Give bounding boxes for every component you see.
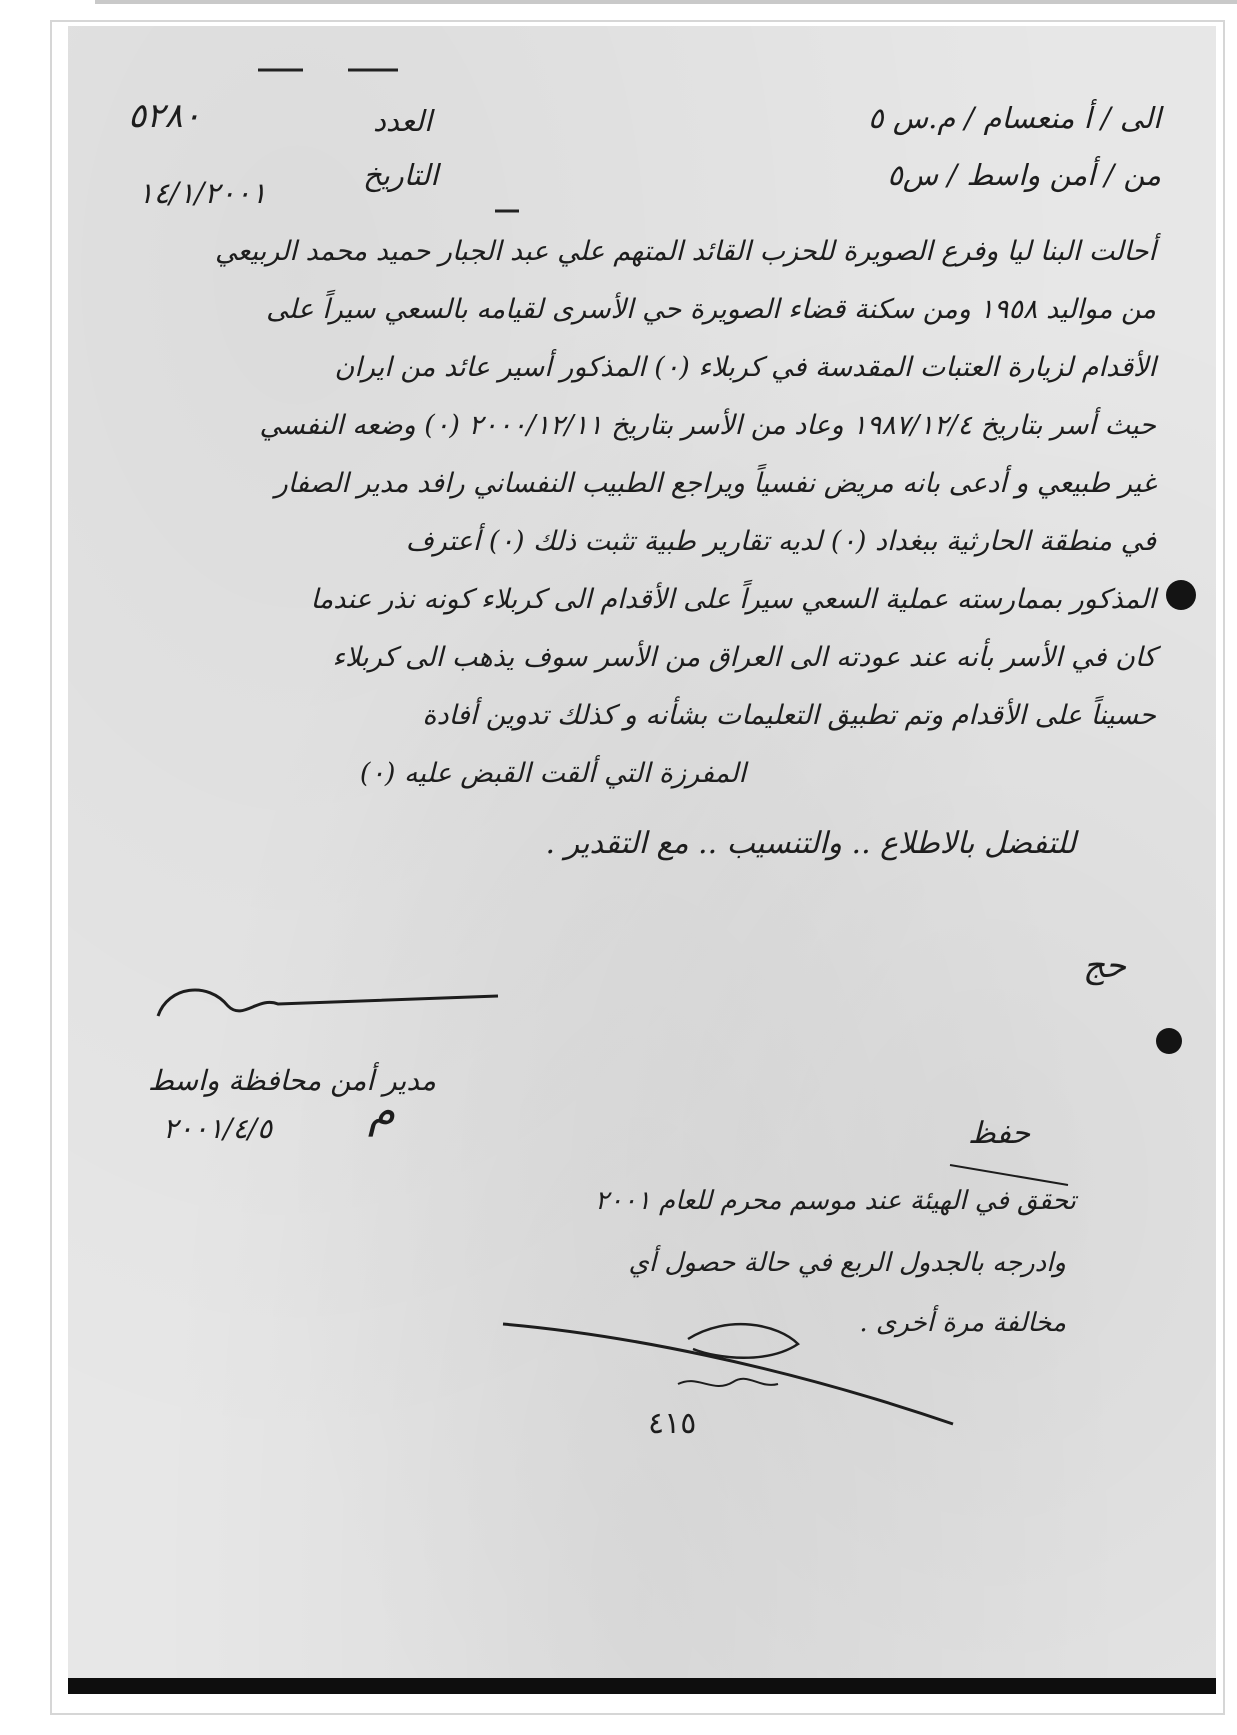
date-value: ١٤/١/٢٠٠١ xyxy=(138,176,267,210)
top-border-strip xyxy=(95,0,1237,4)
date-label: التاريخ xyxy=(363,158,439,192)
scanned-letter-page xyxy=(68,26,1216,1686)
note-line-3: مخالفة مرة أخرى . xyxy=(859,1308,1066,1338)
note-line-1: تحقق في الهيئة عند موسم محرم للعام ٢٠٠١ xyxy=(594,1186,1076,1216)
side-note: حج xyxy=(1083,946,1126,986)
body-line-2: من مواليد ١٩٥٨ ومن سكنة قضاء الصويرة حي الأسرى لقيامه بالسعي سيراً على xyxy=(266,294,1156,325)
punch-hole-lower xyxy=(1156,1028,1182,1054)
body-line-6: في منطقة الحارثية ببغداد (٠) لديه تقارير طبية تثبت ذلك (٠) أعترف xyxy=(405,526,1156,557)
left-mark: م xyxy=(368,1086,396,1137)
header-dashes xyxy=(258,60,458,80)
body-line-8: كان في الأسر بأنه عند عودته الى العراق من الأسر سوف يذهب الى كربلاء xyxy=(332,642,1156,673)
note-heading: حفظ xyxy=(968,1116,1031,1151)
paper-bottom-edge xyxy=(68,1678,1216,1694)
header-to-line: الى / أ منعسام / م.س ٥ xyxy=(867,101,1161,135)
number-value: ٥٢٨٠ xyxy=(128,96,202,136)
number-label: العدد xyxy=(373,104,433,138)
header-from-line: من / أمن واسط / س٥ xyxy=(887,158,1161,192)
left-signature-date: ٢٠٠١/٤/٥ xyxy=(163,1112,273,1145)
body-line-4: حيث أسر بتاريخ ١٩٨٧/١٢/٤ وعاد من الأسر بتاريخ ٢٠٠٠/١٢/١١ (٠) وضعه النفسي xyxy=(259,410,1156,441)
body-line-3: الأقدام لزيارة العتبات المقدسة في كربلاء (٠) المذكور أسير عائد من ايران xyxy=(334,352,1156,383)
lower-signature-scribble xyxy=(498,1304,958,1444)
body-line-9: حسيناً على الأقدام وتم تطبيق التعليمات بشأنه و كذلك تدوين أفادة xyxy=(422,700,1156,731)
note-line-2: وادرجه بالجدول الربع في حالة حصول أي xyxy=(628,1248,1066,1278)
body-line-10: المفرزة التي ألقت القبض عليه (٠) xyxy=(359,758,746,789)
left-signature-title: مدير أمن محافظة واسط xyxy=(148,1064,437,1097)
punch-hole-upper xyxy=(1166,580,1196,610)
body-line-5: غير طبيعي و أدعى بانه مريض نفسياً ويراجع الطبيب النفساني رافد مدير الصفار xyxy=(274,468,1156,499)
left-signature-scribble xyxy=(148,966,508,1036)
note-number: ٤١٥ xyxy=(648,1406,697,1441)
body-line-closing: للتفضل بالاطلاع .. والتنسيب .. مع التقدير . xyxy=(545,826,1076,861)
header-small-dash xyxy=(493,206,523,216)
body-line-1: أحالت البنا ليا وفرع الصويرة للحزب القائد المتهم علي عبد الجبار حميد محمد الربيعي xyxy=(215,236,1156,267)
body-line-7: المذكور بممارسته عملية السعي سيراً على الأقدام الى كربلاء كونه نذر عندما xyxy=(310,584,1156,615)
